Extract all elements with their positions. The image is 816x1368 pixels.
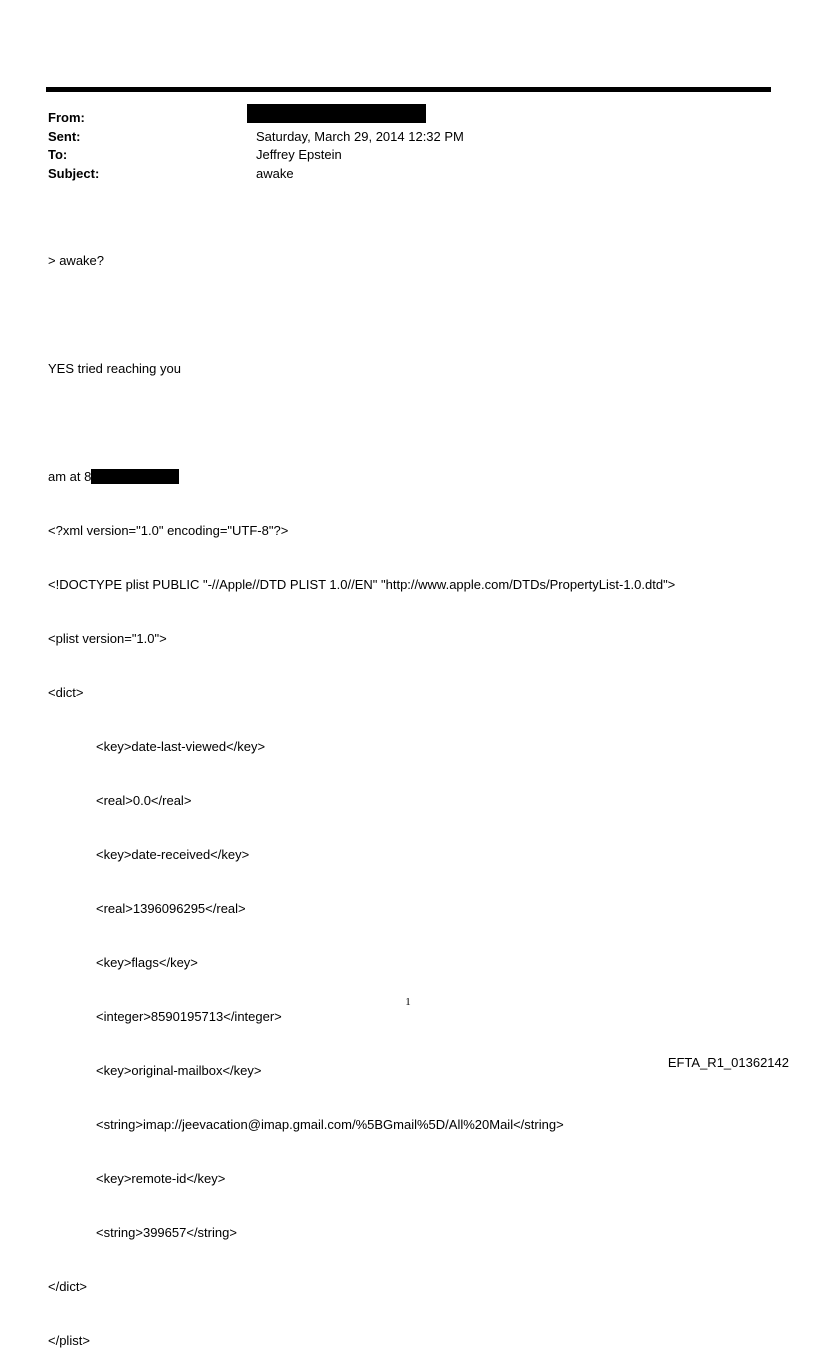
xml-line: <plist version="1.0">	[48, 631, 167, 646]
xml-line: <!DOCTYPE plist PUBLIC "-//Apple//DTD PLIST 1.0//EN" "http://www.apple.com/DTDs/PropertyList-1.0.dtd">	[48, 577, 676, 592]
dict-entry: <string>imap://jeevacation@imap.gmail.com/%5BGmail%5D/All%20Mail</string>	[96, 1117, 564, 1132]
location-redaction	[91, 469, 179, 484]
dict-entry: <key>flags</key>	[96, 955, 198, 970]
xml-closing-line: </dict>	[48, 1279, 88, 1294]
top-divider	[46, 87, 771, 92]
to-label: To:	[48, 147, 68, 162]
reply-line: YES tried reaching you	[48, 361, 181, 376]
sent-value: Saturday, March 29, 2014 12:32 PM	[256, 128, 464, 144]
xml-line: <dict>	[48, 685, 84, 700]
to-value: Jeffrey Epstein	[256, 147, 342, 162]
subject-label: Subject:	[48, 165, 100, 181]
location-line	[48, 468, 675, 486]
dict-entry: <key>remote-id</key>	[96, 1171, 226, 1186]
dict-entry: <real>0.0</real>	[96, 793, 192, 808]
dict-entry: <real>1396096295</real>	[96, 901, 246, 916]
page-number: 1	[405, 996, 411, 1008]
quoted-line: > awake?	[48, 253, 105, 268]
subject-value: awake	[256, 165, 294, 181]
dict-entry: <integer>8590195713</integer>	[96, 1009, 282, 1024]
document-id: EFTA_R1_01362142	[667, 1055, 789, 1070]
xml-closing-line: </plist>	[48, 1333, 90, 1348]
from-label: From:	[48, 110, 85, 125]
dict-entry: <key>date-received</key>	[96, 847, 250, 862]
location-text: am at 8	[48, 469, 92, 484]
email-body	[48, 216, 675, 1368]
sent-label: Sent:	[48, 128, 81, 144]
from-redaction	[247, 104, 426, 123]
dict-entry: <string>399657</string>	[96, 1225, 237, 1240]
xml-line: <?xml version="1.0" encoding="UTF-8"?>	[48, 523, 289, 538]
dict-entry: <key>date-last-viewed</key>	[96, 739, 266, 754]
dict-entry: <key>original-mailbox</key>	[96, 1063, 262, 1078]
